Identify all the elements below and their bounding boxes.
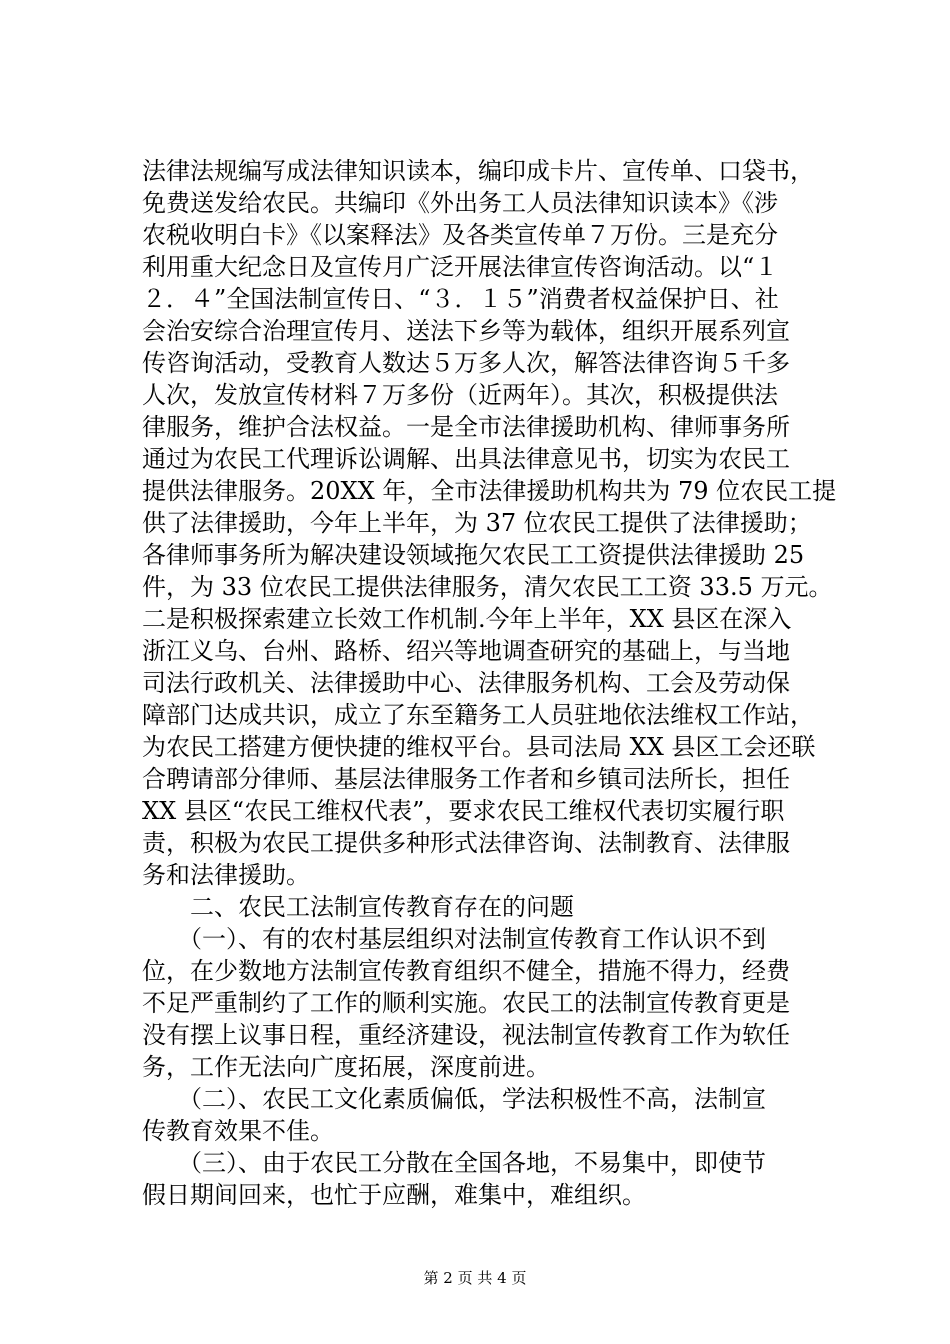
text-line: 浙江义乌、台州、路桥、绍兴等地调查研究的基础上，与当地 bbox=[142, 637, 790, 665]
text-line: 免费送发给农民。共编印《外出务工人员法律知识读本》《涉 bbox=[142, 189, 778, 217]
page-number-footer: 第 2 页 共 4 页 bbox=[423, 1269, 527, 1287]
text-line: 司法行政机关、法律援助中心、法律服务机构、工会及劳动保 bbox=[142, 669, 790, 697]
text-line: （一）、有的农村基层组织对法制宣传教育工作认识不到 bbox=[142, 925, 766, 953]
text-line: 提供法律服务。20XX 年，全市法律援助机构共为 79 位农民工提 bbox=[142, 477, 837, 505]
section-heading: 二、农民工法制宣传教育存在的问题 bbox=[142, 893, 574, 921]
text-line: 没有摆上议事日程，重经济建设，视法制宣传教育工作为软任 bbox=[142, 1021, 790, 1049]
text-line: ２．４”全国法制宣传日、“３．１５”消费者权益保护日、社 bbox=[142, 285, 779, 313]
text-line: 务和法律援助。 bbox=[142, 861, 310, 889]
text-line: 务，工作无法向广度拓展，深度前进。 bbox=[142, 1053, 550, 1081]
text-line: 不足严重制约了工作的顺利实施。农民工的法制宣传教育更是 bbox=[142, 989, 790, 1017]
text-line: 障部门达成共识，成立了东至籍务工人员驻地依法维权工作站， bbox=[142, 701, 814, 729]
text-line: 人次，发放宣传材料７万多份（近两年）。其次，积极提供法 bbox=[142, 381, 778, 409]
text-line: 传咨询活动，受教育人数达５万多人次，解答法律咨询５千多 bbox=[142, 349, 790, 377]
text-line: 通过为农民工代理诉讼调解、出具法律意见书，切实为农民工 bbox=[142, 445, 790, 473]
text-line: 供了法律援助，今年上半年，为 37 位农民工提供了法律援助； bbox=[142, 509, 812, 537]
text-line: 各律师事务所为解决建设领域拖欠农民工工资提供法律援助 25 bbox=[142, 541, 805, 569]
text-line: 为农民工搭建方便快捷的维权平台。县司法局 XX 县区工会还联 bbox=[142, 733, 816, 761]
text-line: 会治安综合治理宣传月、送法下乡等为载体，组织开展系列宣 bbox=[142, 317, 790, 345]
text-line: 农税收明白卡》《以案释法》及各类宣传单７万份。三是充分 bbox=[142, 221, 778, 249]
document-body bbox=[142, 155, 842, 1211]
text-line: 传教育效果不佳。 bbox=[142, 1117, 334, 1145]
text-line: 利用重大纪念日及宣传月广泛开展法律宣传咨询活动。以“１ bbox=[142, 253, 779, 281]
text-line: 律服务，维护合法权益。一是全市法律援助机构、律师事务所 bbox=[142, 413, 790, 441]
text-line: （二）、农民工文化素质偏低，学法积极性不高，法制宣 bbox=[142, 1085, 766, 1113]
text-line: 件，为 33 位农民工提供法律服务，清欠农民工工资 33.5 万元。 bbox=[142, 573, 833, 601]
text-line: 位，在少数地方法制宣传教育组织不健全，措施不得力，经费 bbox=[142, 957, 790, 985]
text-line: XX 县区“农民工维权代表”，要求农民工维权代表切实履行职 bbox=[142, 797, 785, 825]
text-line: 责，积极为农民工提供多种形式法律咨询、法制教育、法律服 bbox=[142, 829, 790, 857]
text-line: 二是积极探索建立长效工作机制.今年上半年，XX 县区在深入 bbox=[142, 605, 792, 633]
text-line: 假日期间回来，也忙于应酬，难集中，难组织。 bbox=[142, 1181, 646, 1209]
text-line: 法律法规编写成法律知识读本，编印成卡片、宣传单、口袋书， bbox=[142, 157, 814, 185]
text-line: 合聘请部分律师、基层法律服务工作者和乡镇司法所长，担任 bbox=[142, 765, 790, 793]
text-line: （三）、由于农民工分散在全国各地，不易集中，即使节 bbox=[142, 1149, 766, 1177]
